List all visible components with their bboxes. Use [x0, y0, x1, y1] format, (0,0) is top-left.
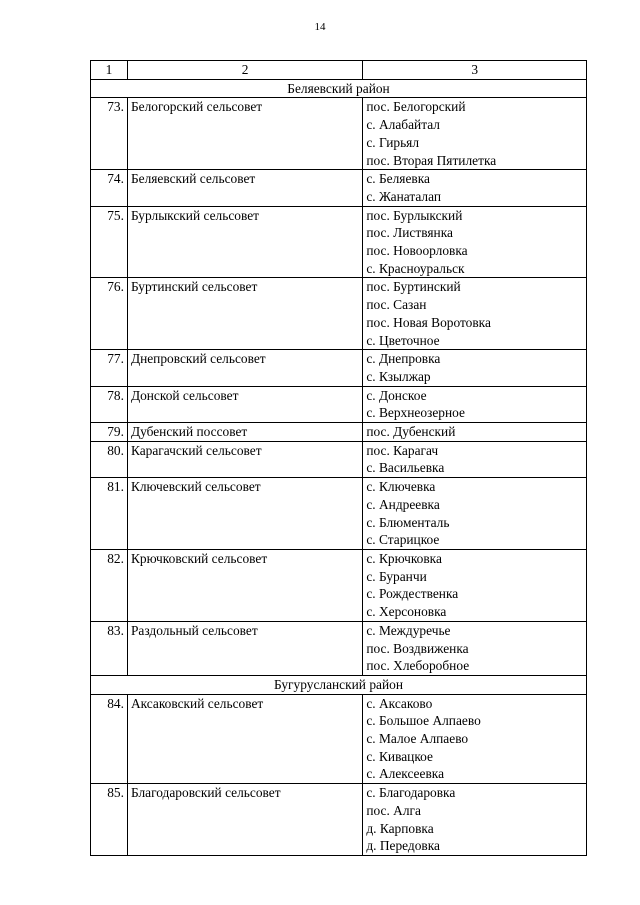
settlement-name: с. Рождественка — [366, 586, 459, 602]
header-col-1: 1 — [91, 61, 128, 80]
municipality-name: Карагачский сельсовет — [127, 441, 362, 477]
settlements-cell — [363, 784, 587, 856]
table-row — [91, 98, 587, 170]
settlements-cell — [363, 441, 587, 477]
settlement-name: пос. Сазан — [366, 297, 427, 313]
settlement-name: пос. Новая Воротовка — [366, 314, 491, 330]
municipality-name: Бурлыкский сельсовет — [127, 206, 362, 278]
settlement-name: с. Днепровка — [366, 351, 441, 367]
row-number: 84. — [91, 694, 128, 784]
settlement-name: с. Беляевка — [366, 171, 430, 187]
row-number: 77. — [91, 350, 128, 386]
table-row — [91, 549, 587, 621]
settlement-name: с. Большое Алпаево — [366, 713, 481, 729]
section-row — [91, 675, 587, 694]
settlement-name: с. Васильевка — [366, 460, 445, 476]
municipality-name: Белогорский сельсовет — [127, 98, 362, 170]
settlement-name: д. Передовка — [366, 838, 441, 854]
table-row — [91, 621, 587, 675]
settlement-name: пос. Белогорский — [366, 99, 466, 115]
settlements-cell — [363, 621, 587, 675]
settlement-name: с. Междуречье — [366, 622, 451, 638]
settlement-name: с. Ключевка — [366, 479, 436, 495]
section-row — [91, 79, 587, 98]
settlement-name: с. Аксаково — [366, 695, 433, 711]
header-col-3: 3 — [363, 61, 587, 80]
settlements-table — [90, 60, 587, 856]
settlement-name: с. Верхнеозерное — [366, 405, 465, 421]
settlement-name: пос. Дубенский — [366, 424, 456, 440]
row-number: 79. — [91, 423, 128, 442]
settlements-cell — [363, 549, 587, 621]
settlement-name: с. Алексеевка — [366, 766, 445, 782]
table-row — [91, 206, 587, 278]
settlements-cell — [363, 170, 587, 206]
table-row — [91, 423, 587, 442]
settlement-name: пос. Новоорловка — [366, 243, 468, 259]
settlement-name: с. Кзылжар — [366, 368, 431, 384]
settlement-name: пос. Хлеборобное — [366, 658, 470, 674]
municipality-name: Беляевский сельсовет — [127, 170, 362, 206]
row-number: 82. — [91, 549, 128, 621]
settlements-cell — [363, 478, 587, 550]
settlement-name: с. Гирьял — [366, 134, 420, 150]
table-row — [91, 350, 587, 386]
settlement-name: пос. Вторая Пятилетка — [366, 152, 497, 168]
row-number: 81. — [91, 478, 128, 550]
settlement-name: с. Блюменталь — [366, 514, 450, 530]
table-row — [91, 784, 587, 856]
settlement-name: с. Кивацкое — [366, 748, 433, 764]
table-row — [91, 170, 587, 206]
municipality-name: Благодаровский сельсовет — [127, 784, 362, 856]
settlement-name: пос. Карагач — [366, 442, 439, 458]
settlement-name: с. Красноуральск — [366, 260, 465, 276]
municipality-name: Днепровский сельсовет — [127, 350, 362, 386]
settlement-name: с. Андреевка — [366, 496, 440, 512]
table-row — [91, 694, 587, 784]
municipality-name: Ключевский сельсовет — [127, 478, 362, 550]
municipality-name: Крючковский сельсовет — [127, 549, 362, 621]
settlement-name: пос. Алга — [366, 802, 421, 818]
settlements-cell — [363, 278, 587, 350]
municipality-name: Донской сельсовет — [127, 386, 362, 422]
section-title: Бугурусланский район — [91, 675, 587, 694]
settlement-name: с. Алабайтал — [366, 117, 440, 133]
settlements-cell — [363, 386, 587, 422]
row-number: 80. — [91, 441, 128, 477]
settlements-cell — [363, 350, 587, 386]
table-row — [91, 478, 587, 550]
row-number: 85. — [91, 784, 128, 856]
settlement-name: с. Буранчи — [366, 568, 427, 584]
settlements-cell — [363, 423, 587, 442]
settlement-name: с. Благодаровка — [366, 785, 456, 801]
header-row — [91, 61, 587, 80]
settlement-name: с. Херсоновка — [366, 604, 447, 620]
row-number: 78. — [91, 386, 128, 422]
header-col-2: 2 — [127, 61, 362, 80]
municipality-name: Раздольный сельсовет — [127, 621, 362, 675]
page-number: 14 — [314, 21, 326, 33]
settlement-name: пос. Листвянка — [366, 225, 453, 241]
settlement-name: с. Старицкое — [366, 532, 440, 548]
table-row — [91, 386, 587, 422]
settlements-cell — [363, 98, 587, 170]
municipality-name: Аксаковский сельсовет — [127, 694, 362, 784]
settlements-cell — [363, 206, 587, 278]
settlement-name: с. Малое Алпаево — [366, 731, 469, 747]
settlements-cell — [363, 694, 587, 784]
settlement-name: пос. Бурлыкский — [366, 207, 463, 223]
municipality-name: Буртинский сельсовет — [127, 278, 362, 350]
settlement-name: с. Жанаталап — [366, 188, 442, 204]
municipality-name: Дубенский поссовет — [127, 423, 362, 442]
row-number: 75. — [91, 206, 128, 278]
settlement-name: пос. Буртинский — [366, 279, 461, 295]
row-number: 74. — [91, 170, 128, 206]
settlement-name: д. Карповка — [366, 820, 434, 836]
row-number: 83. — [91, 621, 128, 675]
table-row — [91, 278, 587, 350]
settlement-name: с. Донское — [366, 387, 427, 403]
settlement-name: с. Крючковка — [366, 550, 442, 566]
row-number: 73. — [91, 98, 128, 170]
table-row — [91, 441, 587, 477]
row-number: 76. — [91, 278, 128, 350]
section-title: Беляевский район — [91, 79, 587, 98]
settlement-name: с. Цветочное — [366, 332, 440, 348]
settlement-name: пос. Воздвиженка — [366, 640, 469, 656]
